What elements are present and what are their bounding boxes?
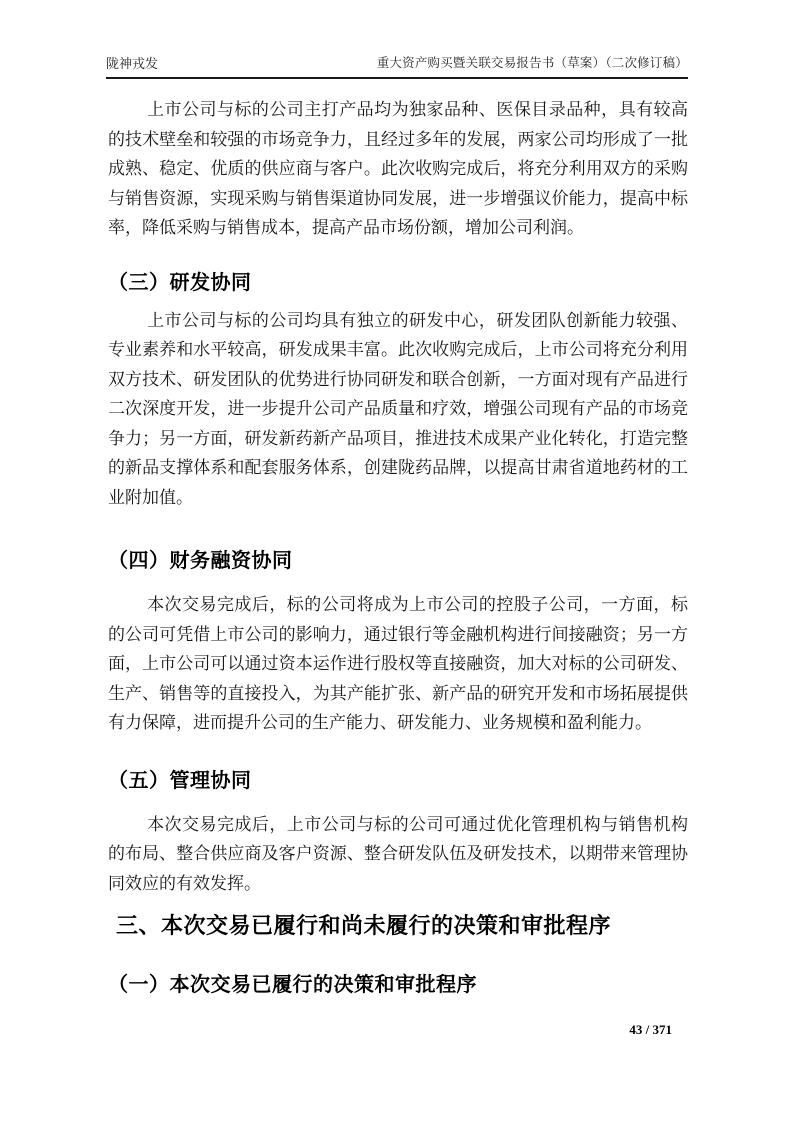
heading-section-3: 三、本次交易已履行和尚未履行的决策和审批程序 xyxy=(116,913,612,938)
document-body xyxy=(108,95,688,999)
page-number: 43 / 371 xyxy=(629,1022,672,1037)
heading-management-synergy: （五）管理协同 xyxy=(108,769,252,792)
paragraph-management-synergy: 本次交易完成后，上市公司与标的公司可通过优化管理机构与销售机构的布局、整合供应商及客户资源、整合研发队伍及研发技术，以期带来管理协同效应的有效发挥。 xyxy=(108,814,688,893)
page-header xyxy=(106,55,688,79)
heading-finance-synergy: （四）财务融资协同 xyxy=(108,550,293,572)
header-company-name: 陇神戎发 xyxy=(106,56,159,71)
heading-section-3-sub-1: （一）本次交易已履行的决策和审批程序 xyxy=(108,974,477,996)
paragraph-finance-synergy: 本次交易完成后，标的公司将成为上市公司的控股子公司，一方面，标的公司可凭借上市公司的影响力，通过银行等金融机构进行间接融资；另一方面，上市公司可以通过资本运作进行股权等直接融资，加大对标的公司研发、生产、销售等的直接投入，为其产能扩张、新产品的研究开发和市场拓展提供有力保障，进而提升公司的生产能力、研发能力、业务规模和盈利能力。 xyxy=(108,595,688,732)
paragraph-procurement-synergy: 上市公司与标的公司主打产品均为独家品种、医保目录品种，具有较高的技术壁垒和较强的市场竞争力，且经过多年的发展，两家公司均形成了一批成熟、稳定、优质的供应商与客户。此次收购完成后，将充分利用双方的采购与销售资源，实现采购与销售渠道协同发展，进一步增强议价能力，提高中标率，降低采购与销售成本，提高产品市场份额，增加公司利润。 xyxy=(108,100,688,237)
header-report-title: 重大资产购买暨关联交易报告书（草案）（二次修订稿） xyxy=(376,56,688,70)
paragraph-rd-synergy: 上市公司与标的公司均具有独立的研发中心，研发团队创新能力较强、专业素养和水平较高，研发成果丰富。此次收购完成后，上市公司将充分利用双方技术、研发团队的优势进行协同研发和联合创新，一方面对现有产品进行二次深度开发，进一步提升公司产品质量和疗效，增强公司现有产品的市场竞争力；另一方面，研发新药新产品项目，推进技术成果产业化转化，打造完整的新品支撑体系和配套服务体系，创建陇药品牌，以提高甘肃省道地药材的工业附加值。 xyxy=(108,310,688,507)
heading-rd-synergy: （三）研发协同 xyxy=(108,271,252,294)
